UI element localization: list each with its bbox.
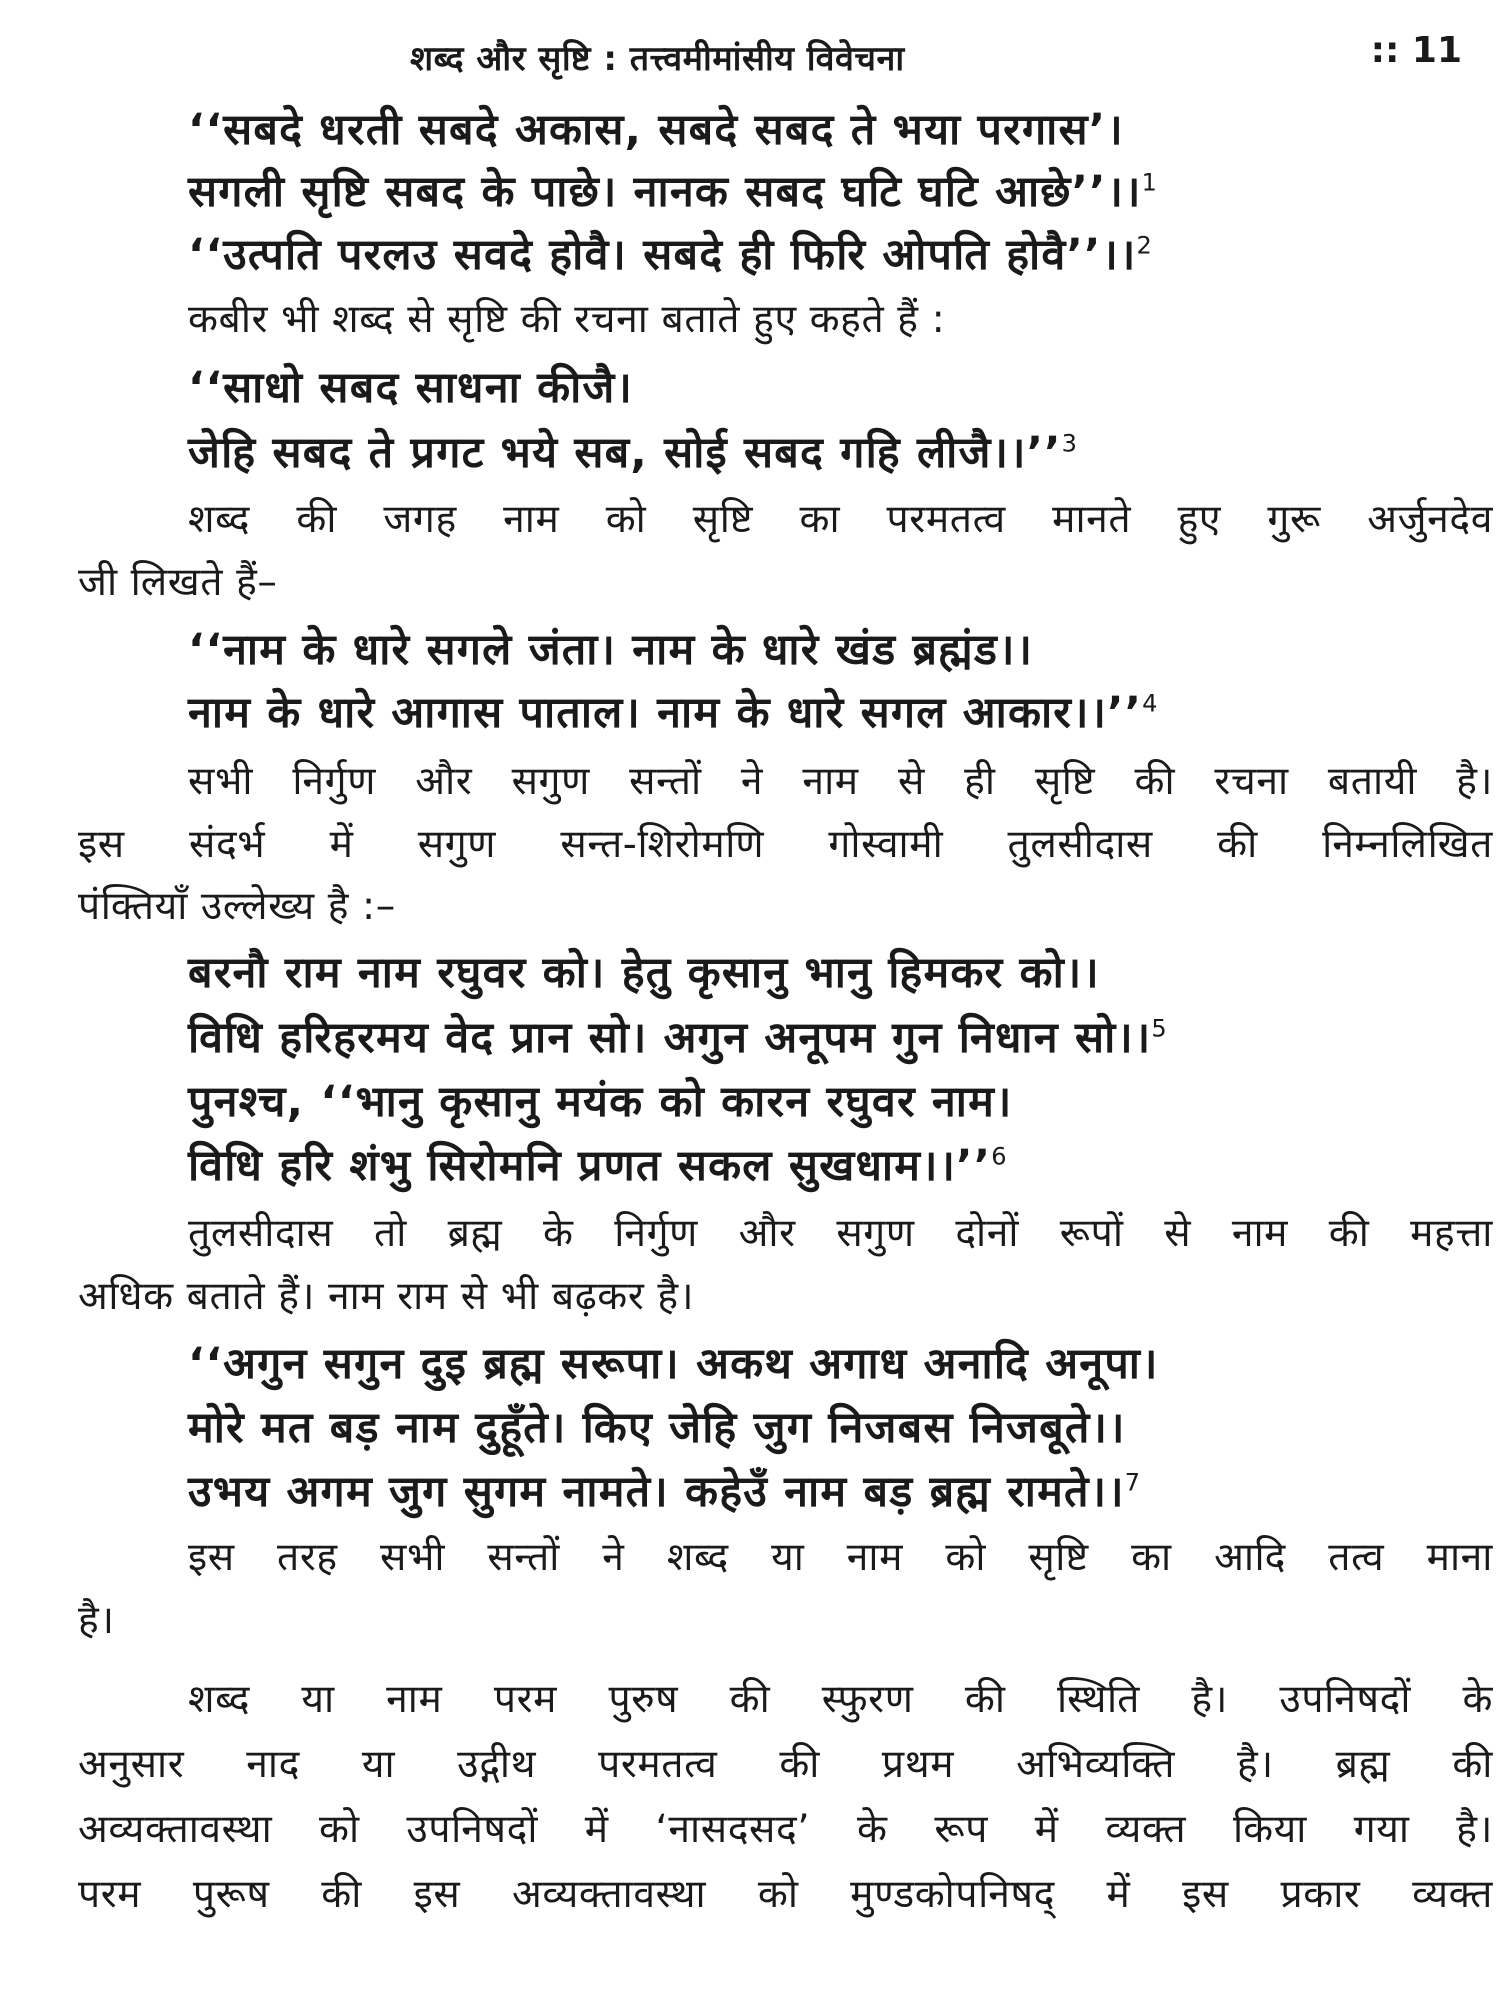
verse-line [188, 1072, 1013, 1132]
verse-text: उभय अगम जुग सुगम नामते। कहेउँ नाम बड़ ब्रह्म रामते।। [188, 1467, 1125, 1517]
prose-line [188, 490, 1493, 550]
prose-text: अव्यक्तावस्था को उपनिषदों में ‘नासदसद’ के रूप में व्यक्त किया गया है। [78, 1807, 1493, 1852]
footnote-marker: 1 [1141, 168, 1159, 197]
verse-line [188, 100, 1124, 160]
prose-text: सभी निर्गुण और सगुण सन्तों ने नाम से ही सृष्टि की रचना बतायी है। [188, 759, 1493, 804]
verse-text: ‘‘अगुन सगुन दुइ ब्रह्म सरूपा। अकथ अगाध अनादि अनूपा। [188, 1339, 1159, 1389]
prose-text: परम पुरूष की इस अव्यक्तावस्था को मुण्डकोपनिषद् में इस प्रकार व्यक्त [78, 1872, 1493, 1917]
verse-text: पुनश्च, ‘‘भानु कृसानु मयंक को कारन रघुवर नाम। [188, 1077, 1013, 1127]
verse-line [188, 943, 1100, 1003]
verse-line [188, 162, 1158, 222]
verse-text: विधि हरिहरमय वेद प्रान सो। अगुन अनूपम गुन निधान सो।। [188, 1013, 1152, 1063]
prose-line [78, 815, 1493, 875]
prose-line [78, 1865, 1493, 1925]
footnote-marker: 7 [1124, 1468, 1142, 1497]
footnote-marker: 2 [1136, 231, 1154, 260]
footnote-marker: 5 [1151, 1014, 1168, 1043]
verse-text: ‘‘उत्पति परलउ सवदे होवै। सबदे ही फिरि ओपति होवै’’।। [188, 230, 1137, 280]
prose-text: अनुसार नाद या उद्गीथ परमतत्व की प्रथम अभिव्यक्ति है। ब्रह्म की [78, 1742, 1493, 1787]
running-title: शब्द और सृष्टि : तत्त्वमीमांसीय विवेचना [410, 39, 905, 79]
verse-text: विधि हरि शंभु सिरोमनि प्रणत सकल सुखधाम।।’’ [188, 1141, 992, 1191]
verse-line [188, 1462, 1141, 1522]
prose-line [188, 1670, 1493, 1730]
verse-line [188, 423, 1078, 483]
prose-text: पंक्तियाँ उल्लेख्य है :– [78, 884, 396, 929]
verse-line [188, 1334, 1159, 1394]
prose-text: इस संदर्भ में सगुण सन्त-शिरोमणि गोस्वामी तुलसीदास की निम्नलिखित [78, 822, 1493, 867]
verse-text: मोरे मत बड़ नाम दुहूँते। किए जेहि जुग निजबस निजबूते।। [188, 1403, 1126, 1453]
prose-text: शब्द या नाम परम पुरुष की स्फुरण की स्थिति है। उपनिषदों के [188, 1677, 1493, 1722]
verse-text: ‘‘नाम के धारे सगले जंता। नाम के धारे खंड ब्रह्मंड।। [188, 625, 1034, 675]
footnote-marker: 6 [991, 1142, 1008, 1171]
prose-text: है। [78, 1598, 115, 1643]
verse-line [188, 620, 1033, 680]
verse-text: ‘‘साधो सबद साधना कीजै। [188, 363, 634, 413]
verse-line [188, 225, 1153, 285]
verse-line [188, 1136, 1008, 1196]
verse-line [188, 358, 633, 418]
footnote-marker: 4 [1142, 689, 1159, 718]
verse-line [188, 683, 1159, 743]
prose-line [78, 877, 396, 937]
page-header [0, 28, 1500, 88]
prose-text: कबीर भी शब्द से सृष्टि की रचना बताते हुए कहते हैं : [188, 297, 946, 342]
prose-text: अधिक बताते हैं। नाम राम से भी बढ़कर है। [78, 1274, 695, 1319]
prose-line [188, 1528, 1493, 1588]
page-number: :: 11 [1370, 30, 1462, 71]
prose-text: जी लिखते हैं– [78, 560, 278, 605]
prose-line [78, 553, 278, 613]
verse-text: जेहि सबद ते प्रगट भये सब, सोई सबद गहि लीजै।।’’ [188, 428, 1062, 478]
verse-text: बरनौ राम नाम रघुवर को। हेतु कृसानु भानु हिमकर को।। [188, 948, 1100, 998]
prose-text: शब्द की जगह नाम को सृष्टि का परमतत्व मानते हुए गुरू अर्जुनदेव [188, 497, 1493, 542]
verse-text: सगली सृष्टि सबद के पाछे। नानक सबद घटि घटि आछे’’।। [188, 167, 1142, 217]
verse-text: नाम के धारे आगास पाताल। नाम के धारे सगल आकार।।’’ [188, 688, 1143, 738]
prose-line [78, 1735, 1493, 1795]
prose-text: तुलसीदास तो ब्रह्म के निर्गुण और सगुण दोनों रूपों से नाम की महत्ता [188, 1211, 1493, 1256]
prose-line [188, 752, 1493, 812]
prose-line [78, 1591, 115, 1651]
verse-line [188, 1398, 1126, 1458]
prose-line [78, 1267, 694, 1327]
prose-text: इस तरह सभी सन्तों ने शब्द या नाम को सृष्टि का आदि तत्व माना [188, 1535, 1493, 1580]
prose-line [188, 1204, 1493, 1264]
prose-line [78, 1800, 1493, 1860]
verse-text: ‘‘सबदे धरती सबदे अकास, सबदे सबद ते भया परगास’। [188, 105, 1124, 155]
prose-line [188, 290, 945, 350]
verse-line [188, 1008, 1168, 1068]
footnote-marker: 3 [1061, 429, 1079, 458]
